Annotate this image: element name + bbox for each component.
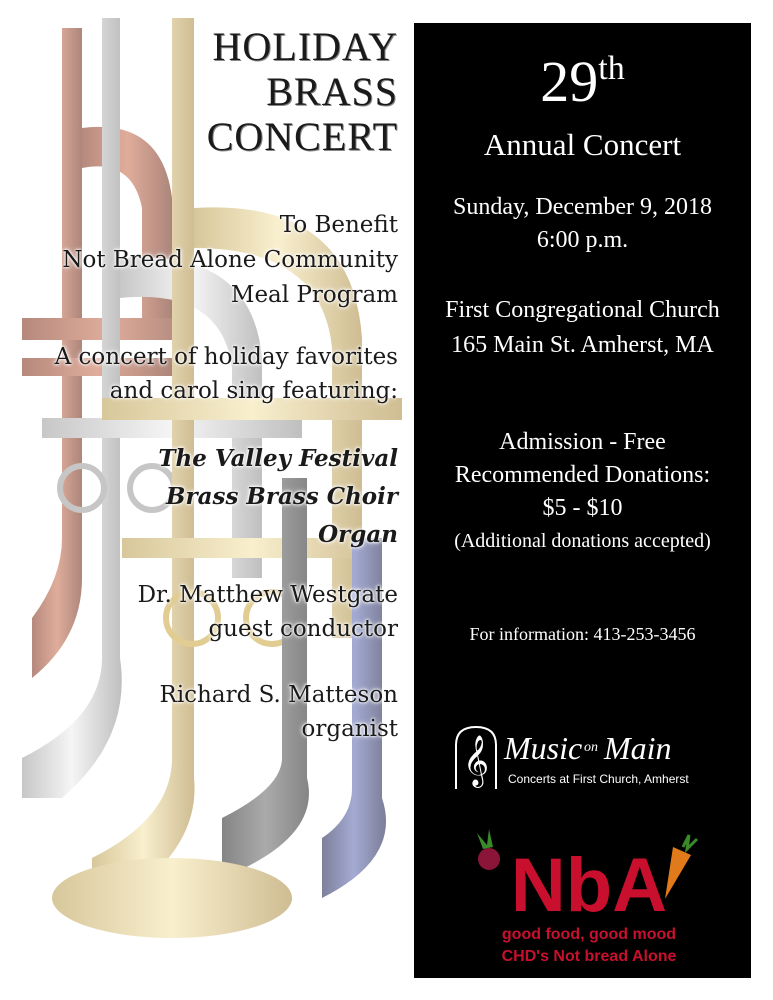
admission-note: (Additional donations accepted)	[454, 530, 711, 552]
nba-tagline: CHD's Not bread Alone	[501, 948, 677, 965]
not-bread-alone-logo	[469, 823, 709, 968]
performer-line: The Valley Festival	[158, 445, 398, 472]
text-line: organist	[301, 716, 398, 742]
nba-letters: NbA	[510, 843, 668, 928]
beet-icon	[477, 829, 500, 870]
text-line: A concert of holiday favorites	[54, 344, 398, 370]
text-line: guest conductor	[208, 616, 398, 642]
logo-word: Music	[504, 730, 583, 766]
text-line: Not Bread Alone Community	[62, 247, 398, 273]
benefit-text	[62, 208, 398, 313]
concert-description	[55, 340, 398, 408]
info-panel	[414, 23, 751, 978]
concert-title	[207, 24, 398, 159]
logo-word: Main	[604, 730, 672, 766]
admission-info	[414, 426, 751, 558]
event-time: 6:00 p.m.	[536, 227, 629, 253]
admission-line: Admission - Free	[499, 429, 666, 455]
admission-line: Recommended Donations:	[454, 462, 711, 488]
event-venue	[414, 293, 751, 363]
nba-tagline: good food, good mood	[501, 926, 677, 943]
text-line: and carol sing featuring:	[109, 378, 398, 404]
performer-line: Brass Brass Choir	[166, 483, 398, 510]
admission-price: $5 - $10	[542, 495, 623, 521]
event-date: Sunday, December 9, 2018	[452, 194, 713, 220]
organist-credit	[160, 678, 399, 746]
edition-digits: 29	[540, 49, 599, 114]
title-line: HOLIDAY	[212, 24, 398, 69]
music-on-main-logo	[452, 723, 722, 793]
edition-number	[414, 37, 751, 114]
title-line: BRASS	[266, 69, 398, 114]
text-line: Richard S. Matteson	[159, 682, 398, 708]
venue-name: First Congregational Church	[445, 297, 720, 323]
annual-concert-label: Annual Concert	[483, 127, 682, 162]
treble-clef-icon: 𝄞	[462, 735, 490, 786]
venue-address: 165 Main St. Amherst, MA	[451, 332, 714, 358]
event-datetime	[414, 191, 751, 257]
text-line: Dr. Matthew Westgate	[137, 582, 398, 608]
text-line: Meal Program	[230, 282, 398, 308]
left-panel	[22, 18, 414, 980]
title-line: CONCERT	[206, 114, 398, 159]
text-line: To Benefit	[279, 212, 398, 238]
conductor-credit	[138, 578, 398, 646]
contact-info: For information: 413-253-3456	[469, 624, 696, 644]
carrot-icon	[665, 835, 697, 899]
edition-suffix: th	[598, 50, 625, 87]
logo-tagline: Concerts at First Church, Amherst	[508, 772, 689, 786]
performers	[158, 440, 398, 554]
performer-line: Organ	[318, 521, 398, 548]
logo-word: on	[584, 740, 598, 755]
